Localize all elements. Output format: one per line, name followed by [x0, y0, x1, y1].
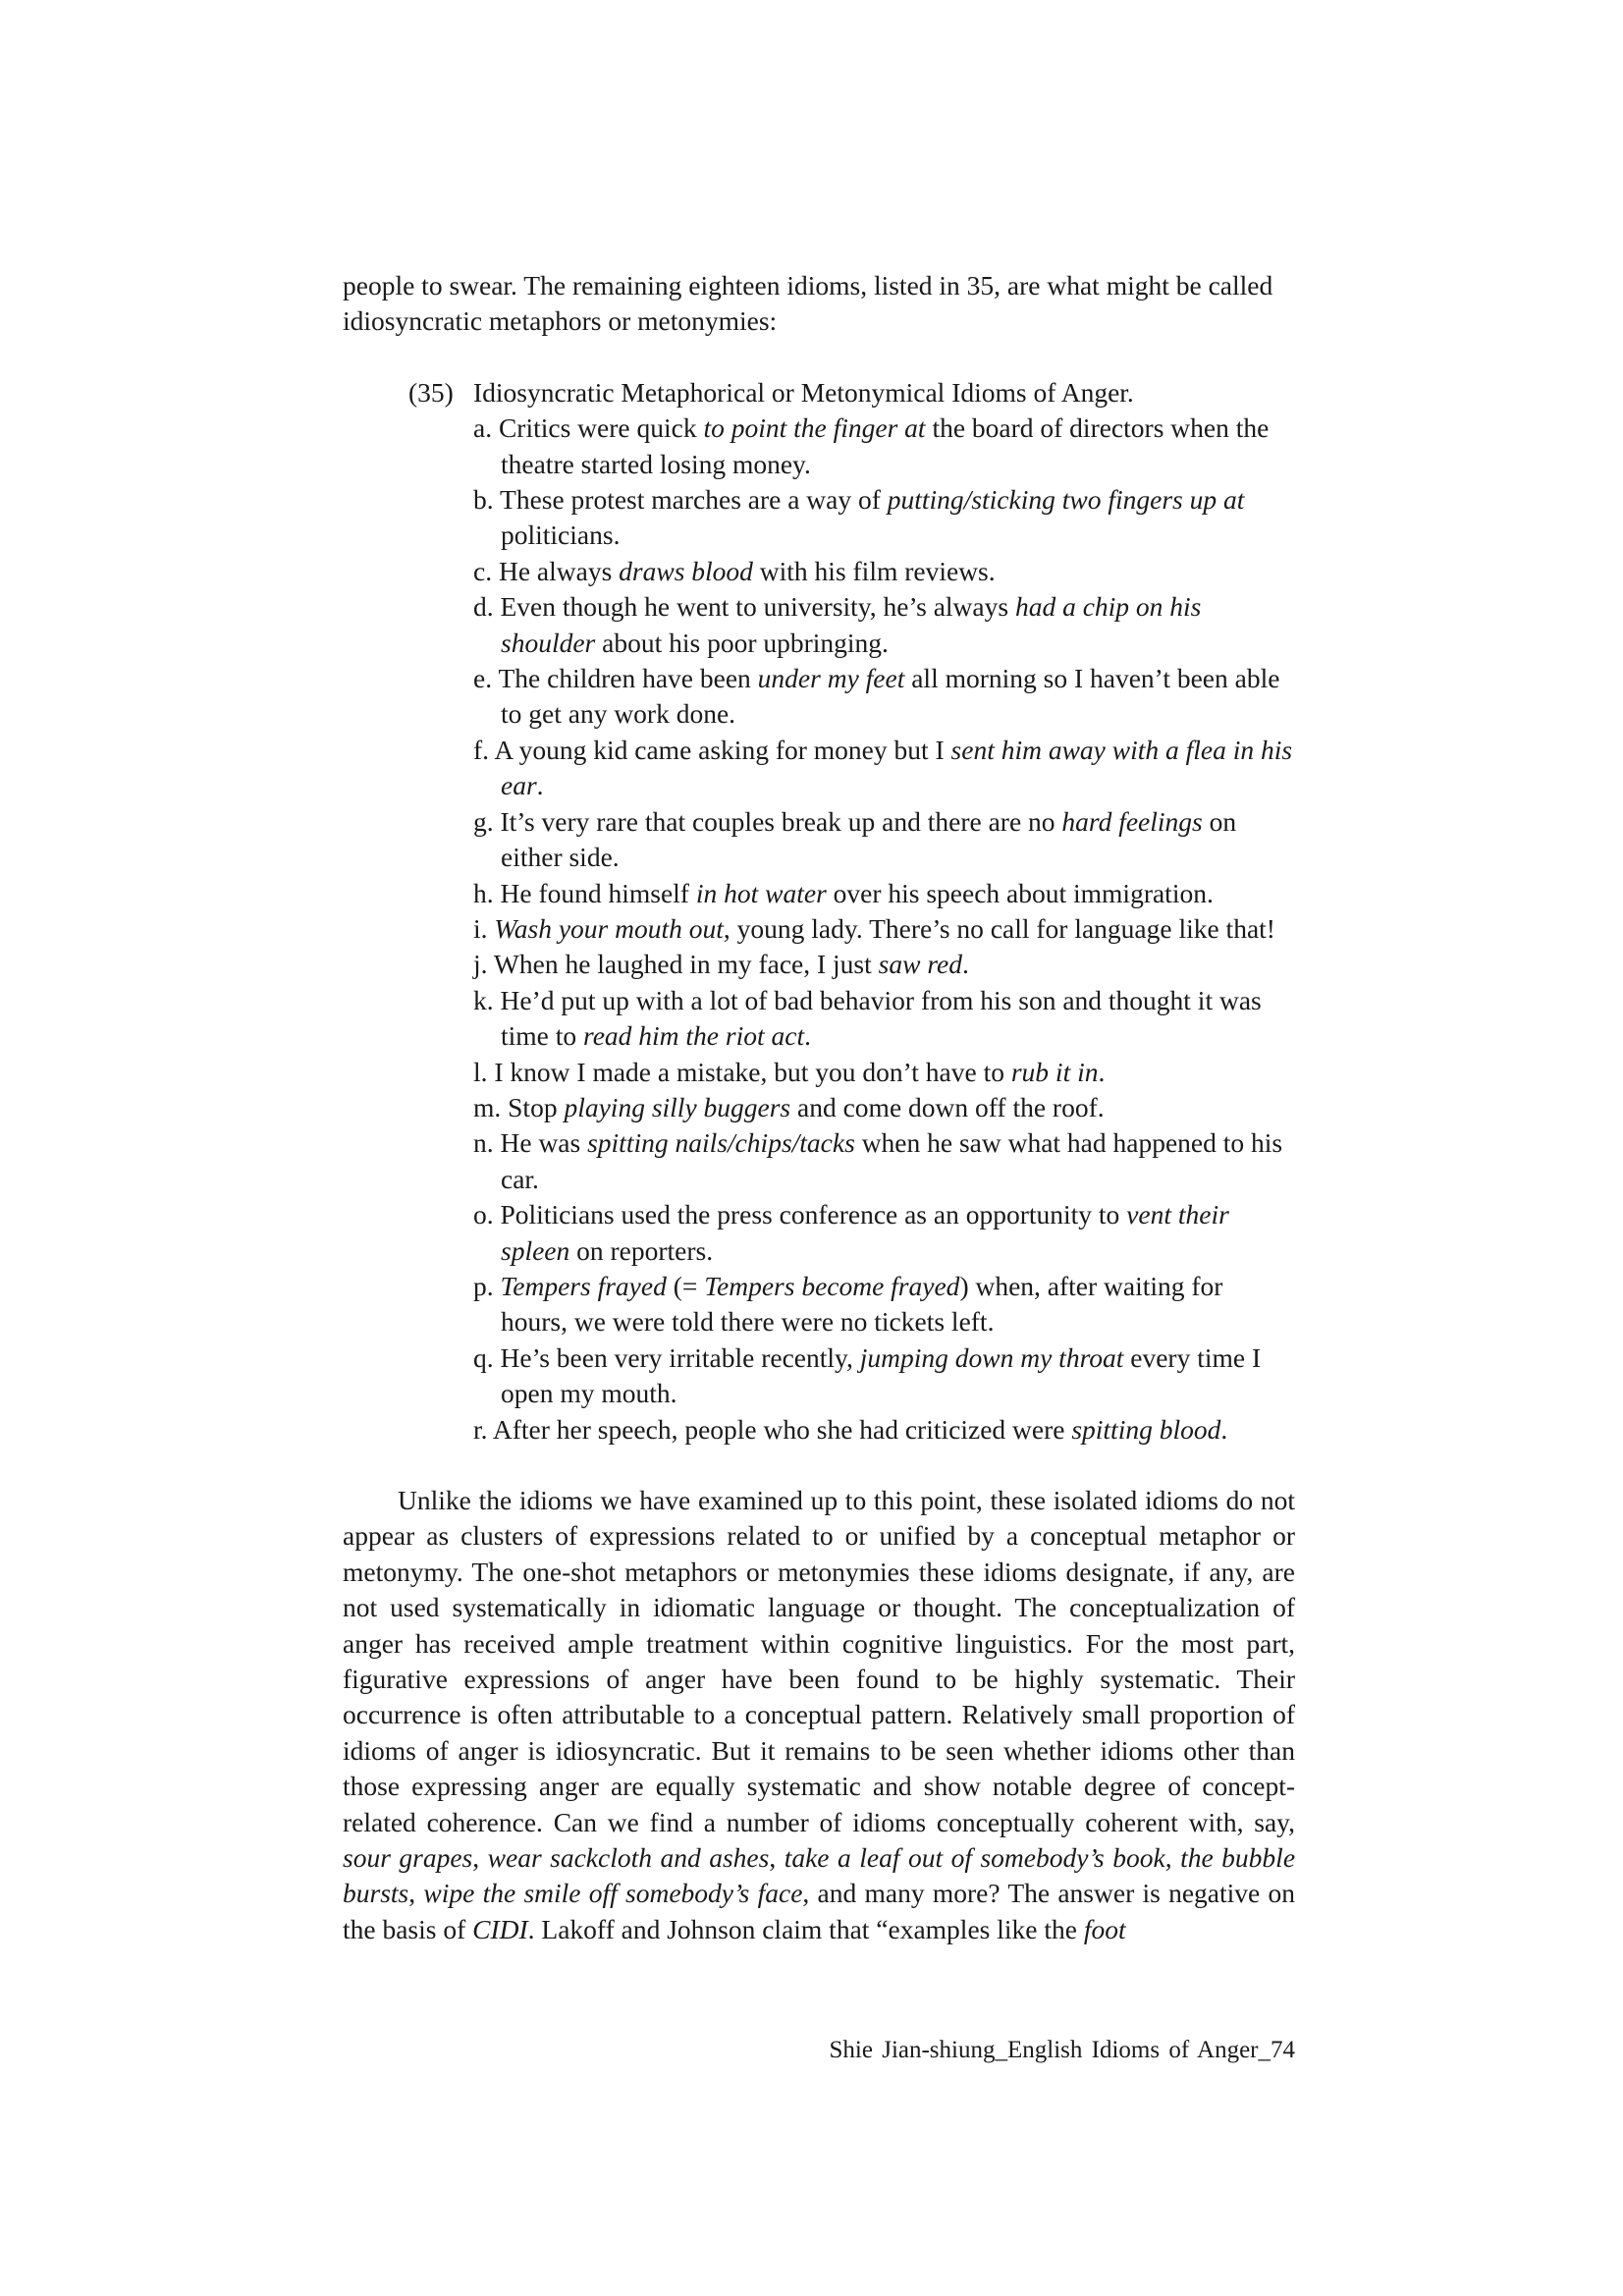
- example-item: [473, 589, 1295, 661]
- idiom-phrase: vent their spleen: [501, 1199, 1229, 1266]
- example-letter: p.: [473, 1270, 494, 1301]
- example-text: and come down off the roof.: [790, 1091, 1105, 1122]
- idiom-phrase: saw red: [878, 949, 962, 980]
- intro-paragraph: people to swear. The remaining eighteen idioms, listed in 35, are what might be called idiosyncratic metaphors or metonymies:: [343, 270, 1273, 337]
- example-letter: l.: [473, 1056, 488, 1087]
- example-text: .: [536, 770, 544, 801]
- example-text: Even though he went to university, he’s always: [500, 591, 1015, 623]
- page-footer: Shie Jian-shiung_English Idioms of Anger_74: [829, 2037, 1295, 2063]
- example-text: ) when, after waiting for hours, we were told there were no tickets left.: [501, 1270, 1223, 1338]
- idiom-phrase: Tempers frayed: [500, 1270, 667, 1301]
- example-text: A young kid came asking for money but I: [494, 734, 951, 765]
- example-letter: r.: [473, 1413, 488, 1445]
- example-text: on either side.: [501, 805, 1237, 873]
- example-letter: o.: [473, 1199, 494, 1230]
- example-item: [473, 1125, 1295, 1197]
- example-letter: g.: [473, 805, 494, 837]
- example-text: He’d put up with a lot of bad behavior from his son and thought it was time to: [500, 984, 1262, 1052]
- idiom-phrase: the bubble bursts: [343, 1842, 1296, 1909]
- idiom-phrase: in hot water: [695, 877, 827, 908]
- example-letter: q.: [473, 1341, 494, 1373]
- example-text: with his film reviews.: [752, 555, 996, 586]
- example-text: He’s been very irritable recently,: [500, 1341, 860, 1373]
- example-35-block: [343, 375, 1295, 1448]
- example-letter: k.: [473, 984, 494, 1015]
- idiom-phrase: spitting nails/chips/tacks: [587, 1127, 855, 1159]
- example-item: [473, 410, 1295, 482]
- example-item: [473, 804, 1295, 876]
- idiom-phrase: rub it in: [1010, 1056, 1099, 1087]
- example-letter: c.: [473, 555, 493, 586]
- example-text: (=: [666, 1270, 705, 1301]
- example-text: It’s very rare that couples break up and there are no: [500, 805, 1062, 837]
- idiom-phrase: take a leaf out of somebody’s book: [784, 1842, 1165, 1874]
- example-letter: h.: [473, 877, 494, 908]
- example-item: [473, 1340, 1295, 1412]
- example-text: every time I open my mouth.: [501, 1341, 1262, 1409]
- idiom-phrase: Tempers become frayed: [704, 1270, 960, 1301]
- example-text: the board of directors when the theatre started losing money.: [501, 412, 1270, 479]
- example-text: He was: [500, 1127, 588, 1159]
- example-text: politicians.: [501, 519, 621, 551]
- example-letter: b.: [473, 484, 494, 516]
- example-heading: [408, 375, 1295, 410]
- idiom-phrase: to point the finger at: [703, 412, 926, 444]
- example-item: [473, 661, 1295, 733]
- idiom-phrase: jumping down my throat: [859, 1341, 1124, 1373]
- example-letter: f.: [473, 734, 490, 765]
- idiom-phrase: Wash your mouth out: [494, 912, 724, 944]
- paragraph-text: ,: [472, 1842, 488, 1874]
- example-item: [473, 947, 1295, 982]
- idiom-phrase: sent him away with a flea in his ear: [501, 734, 1293, 801]
- example-text: on reporters.: [569, 1234, 714, 1266]
- example-text: He always: [498, 555, 620, 586]
- idiom-phrase: playing silly buggers: [564, 1091, 791, 1122]
- example-item: [473, 1090, 1295, 1125]
- example-text: over his speech about immigration.: [826, 877, 1214, 908]
- example-letter: e.: [473, 663, 493, 694]
- dictionary-name: CIDI: [472, 1913, 528, 1944]
- idiom-phrase: spitting blood: [1071, 1413, 1221, 1445]
- example-letter: n.: [473, 1127, 494, 1159]
- idiom-phrase: wear sackcloth and ashes: [487, 1842, 770, 1874]
- paragraph-text: ,: [1164, 1842, 1181, 1874]
- example-item: [473, 1269, 1295, 1340]
- example-text: Stop: [508, 1091, 565, 1122]
- example-item: [473, 1412, 1295, 1448]
- example-item: [473, 911, 1295, 947]
- paragraph-text: , and many more? The answer is negative on the basis of: [343, 1878, 1296, 1944]
- example-letter: i.: [473, 912, 488, 944]
- example-item: [473, 983, 1295, 1055]
- idiom-phrase: draws blood: [619, 555, 753, 586]
- example-text: When he laughed in my face, I just: [493, 949, 879, 980]
- example-text: After her speech, people who she had criticized were: [492, 1413, 1072, 1445]
- paragraph-text: . Lakoff and Johnson claim that “examples like the: [527, 1913, 1084, 1944]
- idiom-phrase: under my feet: [757, 663, 905, 694]
- example-number: (35): [408, 376, 454, 408]
- example-text: The children have been: [498, 663, 758, 694]
- idiom-phrase: read him the riot act: [583, 1020, 805, 1052]
- example-text: .: [1220, 1413, 1228, 1445]
- example-item: [473, 1197, 1295, 1269]
- example-text: Critics were quick: [498, 412, 704, 444]
- example-item: [473, 876, 1295, 911]
- example-text: .: [804, 1020, 811, 1052]
- example-text: These protest marches are a way of: [500, 484, 888, 516]
- example-item: [473, 733, 1295, 804]
- example-text: He found himself: [500, 877, 696, 908]
- example-letter: a.: [473, 412, 493, 444]
- example-letter: d.: [473, 591, 494, 623]
- page-text: [343, 268, 1295, 1947]
- paragraph-text: ,: [408, 1878, 424, 1909]
- example-text: .: [1098, 1056, 1106, 1087]
- example-title: Idiosyncratic Metaphorical or Metonymical Idioms of Anger.: [473, 376, 1134, 408]
- body-paragraph: [343, 1483, 1295, 1947]
- example-text: I know I made a mistake, but you don’t have to: [494, 1056, 1011, 1087]
- example-text: Politicians used the press conference as an opportunity to: [500, 1199, 1127, 1230]
- example-letter: j.: [473, 949, 488, 980]
- example-item: [473, 554, 1295, 589]
- example-text: about his poor upbringing.: [595, 627, 889, 658]
- example-text: .: [961, 949, 969, 980]
- paragraph-text: Unlike the idioms we have examined up to this point, these isolated idioms do not appear as clusters of expressions related to or unified by a conceptual metaphor or metonymy. The one-shot metaphors or metonymies these idioms designate, if any, are not used systematically in idiomatic language or thought. The conceptualization of anger has received ample treatment within cognitive linguistics. For the most part, figurative expressions of anger have been found to be highly systematic. Their occurrence is often attributable to a conceptual pattern. Relatively small proportion of idioms of anger is idiosyncratic. But it remains to be seen whether idioms other than those expressing anger are equally systematic and show notable degree of concept-related coherence. Can we find a number of idioms conceptually coherent with, say,: [343, 1485, 1295, 1837]
- idiom-phrase: had a chip on his shoulder: [501, 591, 1202, 658]
- example-text: , young lady. There’s no call for language like that!: [723, 912, 1275, 944]
- paragraph-text: ,: [769, 1842, 784, 1874]
- example-item: [473, 482, 1295, 554]
- idiom-phrase: sour grapes: [343, 1842, 473, 1874]
- example-list: [408, 410, 1295, 1448]
- idiom-phrase: foot: [1083, 1913, 1126, 1944]
- example-item: [473, 1055, 1295, 1090]
- example-letter: m.: [473, 1091, 502, 1122]
- idiom-phrase: hard feelings: [1061, 805, 1203, 837]
- idiom-phrase: wipe the smile off somebody’s face: [423, 1878, 803, 1909]
- idiom-phrase: putting/sticking two fingers up at: [887, 484, 1245, 516]
- example-text: when he saw what had happened to his car.: [501, 1127, 1283, 1194]
- example-text: all morning so I haven’t been able to get any work done.: [501, 663, 1280, 730]
